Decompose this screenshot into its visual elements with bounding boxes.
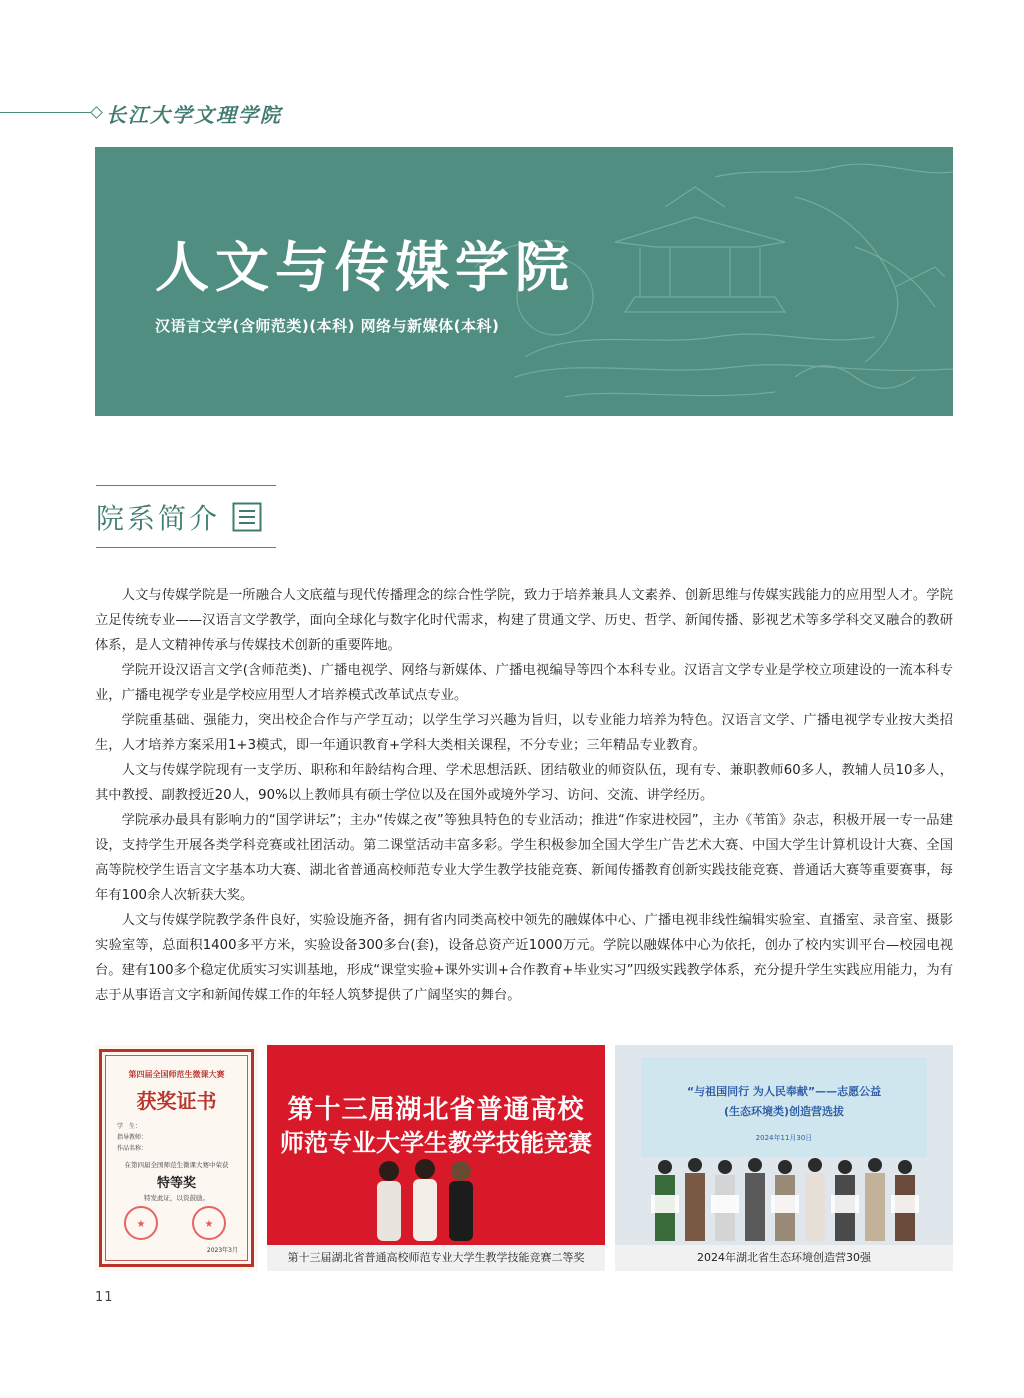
section-bottom-rule <box>96 547 276 548</box>
certificate-encouragement: 特发此证，以资鼓励。 <box>144 1194 209 1202</box>
award-certificate-photo <box>95 1045 258 1271</box>
department-banner <box>95 147 953 416</box>
camp-screen-date: 2024年11月30日 <box>755 1134 813 1142</box>
camp-screen-title: “与祖国同行 为人民奉献”——志愿公益 <box>686 1085 882 1098</box>
certificate-teacher-line: 指导教师： <box>117 1134 148 1141</box>
group-of-people-figures <box>645 1155 925 1245</box>
certificate-award: 特等奖 <box>156 1176 196 1191</box>
svg-text:★: ★ <box>136 1219 146 1230</box>
paragraph: 人文与传媒学院是一所融合人文底蕴与现代传播理念的综合性学院，致力于培养兼具人文素养、创新思维与传媒实践能力的应用型人才。学院立足传统专业——汉语言文学教学，面向全球化与数字化时代需求，构建了贯通文学、历史、哲学、新闻传播、影视艺术等多学科交叉融合的教研体系，是人文精神传承与传媒技术创新的重要阵地。 <box>95 588 953 653</box>
paragraph: 学院重基础、强能力，突出校企合作与产学互动；以学生学习兴趣为旨归，以专业能力培养为特色。汉语言文学、广播电视学专业按大类招生，人才培养方案采用1+3模式，即一年通识教育+学科大类相关课程，不分专业；三年精品专业教育。 <box>95 713 953 753</box>
school-name: 长江大学文理学院 <box>106 103 282 127</box>
diamond-ornament-icon <box>90 106 103 119</box>
list-icon <box>232 502 262 532</box>
department-title: 人文与传媒学院 <box>155 235 575 299</box>
page-number: 11 <box>95 1290 114 1305</box>
certificate-student-line: 学 生： <box>117 1123 142 1130</box>
section-top-rule <box>96 485 276 486</box>
official-seal-icon <box>191 1205 227 1241</box>
introduction-text <box>95 583 953 1008</box>
competition-photo <box>267 1045 605 1271</box>
section-title: 院系简介 <box>96 502 221 535</box>
svg-text:★: ★ <box>204 1219 214 1230</box>
camp-screen-subtitle: (生态环境类)创造营选拔 <box>723 1105 845 1118</box>
paragraph: 学院开设汉语言文学(含师范类)、广播电视学、网络与新媒体、广播电视编导等四个本科专业。汉语言文学专业是学校立项建设的一流本科专业，广播电视学专业是学校应用型人才培养模式改革试点专业。 <box>95 663 953 703</box>
competition-banner-line2: 师范专业大学生教学技能竞赛 <box>280 1129 592 1157</box>
header-rule <box>0 112 92 113</box>
paragraph: 人文与传媒学院现有一支学历、职称和年龄结构合理、学术思想活跃、团结敬业的师资队伍，现有专、兼职教师60多人，教辅人员10多人，其中教授、副教授近20人，90%以上教师具有硕士学位以及在国外或境外学习、访问、交流、讲学经历。 <box>95 763 953 803</box>
creation-camp-photo <box>615 1045 953 1271</box>
award-winners-figures <box>367 1157 487 1245</box>
certificate-heading: 获奖证书 <box>136 1089 217 1113</box>
certificate-work-line: 作品名称： <box>117 1145 148 1152</box>
certificate-event: 第四届全国师范生微课大赛 <box>128 1070 225 1079</box>
paragraph: 人文与传媒学院教学条件良好，实验设施齐备，拥有省内同类高校中领先的融媒体中心、广播电视非线性编辑实验室、直播室、录音室、摄影实验室等，总面积1400多平方米，实验设备300多台(套)，设备总资产近1000万元。学院以融媒体中心为依托，创办了校内实训平台—校园电视台。建有100多个稳定优质实习实训基地，形成“课堂实验+课外实训+合作教育+毕业实习”四级实践教学体系，充分提升学生实践应用能力，为有志于从事语言文字和新闻传媒工作的年轻人筑梦提供了广阔坚实的舞台。 <box>95 913 953 1003</box>
certificate-date: 2023年3月 <box>206 1247 238 1254</box>
official-seal-icon <box>123 1205 159 1241</box>
competition-caption: 第十三届湖北省普通高校师范专业大学生教学技能竞赛二等奖 <box>267 1245 605 1271</box>
camp-caption: 2024年湖北省生态环境创造营30强 <box>615 1245 953 1271</box>
paragraph: 学院承办最具有影响力的“国学讲坛”；主办“传媒之夜”等独具特色的专业活动；推进“作家进校园”，主办《苇笛》杂志，积极开展一专一品建设，支持学生开展各类学科竞赛或社团活动。第二课堂活动丰富多彩。学生积极参加全国大学生广告艺术大赛、中国大学生计算机设计大赛、全国高等院校学生语言文字基本功大赛、湖北省普通高校师范专业大学生教学技能竞赛、新闻传播教育创新实践技能竞赛、普通话大赛等重要赛事，每年有100余人次斩获大奖。 <box>95 813 953 903</box>
majors-subtitle: 汉语言文学(含师范类)(本科) 网络与新媒体(本科) <box>155 317 500 335</box>
certificate-statement: 在第四届全国师范生微课大赛中荣获 <box>124 1161 229 1169</box>
competition-banner-line1: 第十三届湖北省普通高校 <box>287 1095 585 1125</box>
